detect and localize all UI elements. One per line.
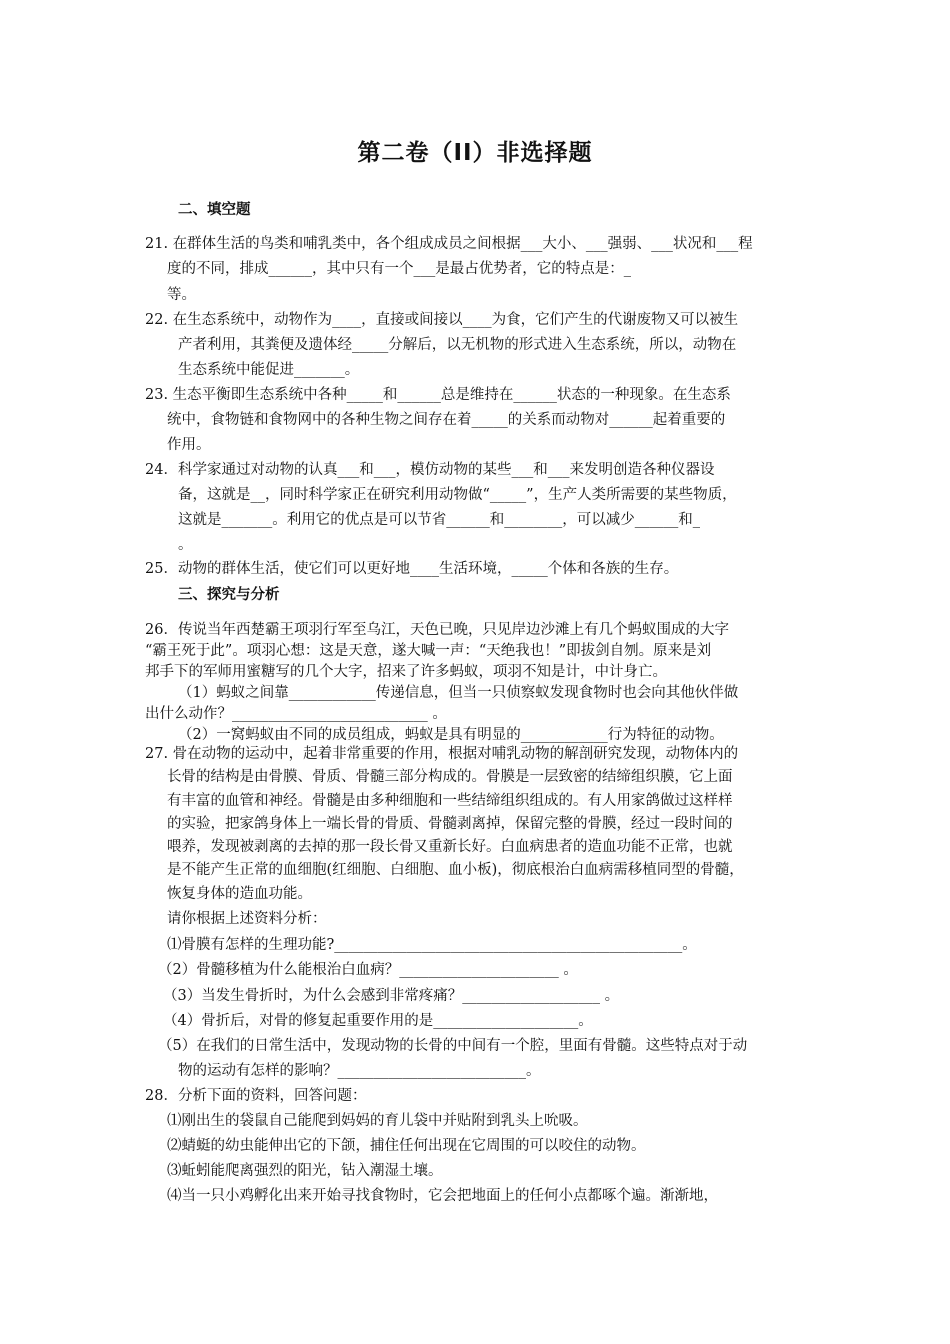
question-27-line-7: 恢复身体的造血功能。 bbox=[167, 886, 312, 902]
question-21-line-3: 等。 bbox=[167, 287, 196, 303]
question-27-sub-3: （3）当发生骨折时，为什么会感到非常疼痛？___________________ 。 bbox=[163, 988, 620, 1004]
question-28-item-4: ⑷当一只小鸡孵化出来开始寻找食物时，它会把地面上的任何小点都啄个遍。渐渐地， bbox=[167, 1188, 718, 1204]
question-28-item-2: ⑵蜻蜓的幼虫能伸出它的下颌，捕住任何出现在它周围的可以咬住的动物。 bbox=[167, 1138, 646, 1154]
question-28-line-1: 28．分析下面的资料，回答问题： bbox=[145, 1088, 367, 1104]
question-27-line-2: 长骨的结构是由骨膜、骨质、骨髓三部分构成的。骨膜是一层致密的结缔组织膜，它上面 bbox=[167, 769, 733, 785]
question-21-line-1: 21. 在群体生活的鸟类和哺乳类中，各个组成成员之间根据___大小、___强弱、___状况和___程 bbox=[145, 236, 753, 252]
question-25-line-1: 25．动物的群体生活，使它们可以更好地____生活环境，_____个体和各族的生存。 bbox=[145, 561, 679, 577]
question-22-line-3: 生态系统中能促进_______。 bbox=[178, 362, 360, 378]
question-24-line-1: 24．科学家通过对动物的认真___和___，模仿动物的某些___和___来发明创造各种仪器设 bbox=[145, 462, 715, 478]
question-27-line-5: 喂养，发现被剥离的去掉的那一段长骨又重新长好。白血病患者的造血功能不正常，也就 bbox=[167, 839, 733, 855]
question-26-line-1: 26．传说当年西楚霸王项羽行军至乌江，天色已晚，只见岸边沙滩上有几个蚂蚁围成的大字 bbox=[145, 622, 729, 638]
question-27-sub-2: （2）骨髓移植为什么能根治白血病？______________________ 。 bbox=[158, 962, 578, 978]
question-24-line-4: 。 bbox=[178, 537, 193, 553]
question-22-line-2: 产者利用，其粪便及遗体经_____分解后，以无机物的形式进入生态系统，所以，动物在 bbox=[178, 337, 737, 353]
question-26-line-3: 邦手下的军师用蜜糖写的几个大字，招来了许多蚂蚁，项羽不知是计，中计身亡。 bbox=[145, 664, 667, 680]
question-27-sub-1: ⑴骨膜有怎样的生理功能?________________________________________________。 bbox=[167, 937, 697, 953]
question-23-line-1: 23. 生态平衡即生态系统中各种_____和______总是维持在______状态的一种现象。在生态系 bbox=[145, 387, 731, 403]
question-26-sub-1: （1）蚂蚁之间靠____________传递信息，但当一只侦察蚁发现食物时也会向其他伙伴做 bbox=[178, 685, 739, 701]
page-title: 第二卷（II）非选择题 bbox=[357, 140, 593, 166]
question-22-line-1: 22. 在生态系统中，动物作为____，直接或间接以____为食，它们产生的代谢废物又可以被生 bbox=[145, 312, 739, 328]
question-24-line-2: 备，这就是__，同时科学家正在研究利用动物做“_____”，生产人类所需要的某些物质， bbox=[178, 487, 737, 503]
question-27-line-1: 27. 骨在动物的运动中，起着非常重要的作用，根据对哺乳动物的解剖研究发现，动物体内的 bbox=[145, 746, 739, 762]
question-27-line-6: 是不能产生正常的血细胞(红细胞、白细胞、血小板)，彻底根治白血病需移植同型的骨髓， bbox=[167, 862, 744, 878]
question-27-line-4: 的实验，把家鸽身体上一端长骨的骨质、骨髓剥离掉，保留完整的骨膜，经过一段时间的 bbox=[167, 816, 733, 832]
question-21-line-2: 度的不同，排成______，其中只有一个___是最占优势者，它的特点是：_ bbox=[167, 261, 631, 277]
section-analysis-heading: 三、探究与分析 bbox=[178, 587, 280, 603]
question-23-line-3: 作用。 bbox=[167, 437, 211, 453]
question-27-sub-5-cont: 物的运动有怎样的影响？__________________________。 bbox=[178, 1063, 541, 1079]
question-26-sub-2: （2）一窝蚂蚁由不同的成员组成，蚂蚁是具有明显的____________行为特征的动物。 bbox=[178, 727, 724, 743]
question-27-line-3: 有丰富的血管和神经。骨髓是由多种细胞和一些结缔组织组成的。有人用家鸽做过这样样 bbox=[167, 793, 733, 809]
question-26-sub-1-cont: 出什么动作？___________________________ 。 bbox=[145, 706, 447, 722]
question-27-sub-4: （4）骨折后，对骨的修复起重要作用的是____________________。 bbox=[163, 1013, 593, 1029]
question-23-line-2: 统中，食物链和食物网中的各种生物之间存在着_____的关系而动物对______起着重要的 bbox=[167, 412, 726, 428]
question-27-sub-5: （5）在我们的日常生活中，发现动物的长骨的中间有一个腔，里面有骨髓。这些特点对于动 bbox=[158, 1038, 748, 1054]
question-28-item-1: ⑴刚出生的袋鼠自己能爬到妈妈的育儿袋中并贴附到乳头上吮吸。 bbox=[167, 1113, 588, 1129]
question-26-line-2: “霸王死于此”。项羽心想：这是天意，遂大喊一声：“天绝我也！”即拔剑自刎。原来是刘 bbox=[145, 643, 712, 659]
question-28-item-3: ⑶蚯蚓能爬离强烈的阳光，钻入潮湿土壤。 bbox=[167, 1163, 443, 1179]
section-fill-in-blank-heading: 二、填空题 bbox=[178, 202, 251, 218]
question-27-prompt: 请你根据上述资料分析： bbox=[167, 911, 327, 927]
question-24-line-3: 这就是_______。利用它的优点是可以节省______和________，可以减少______和_ bbox=[178, 512, 700, 528]
